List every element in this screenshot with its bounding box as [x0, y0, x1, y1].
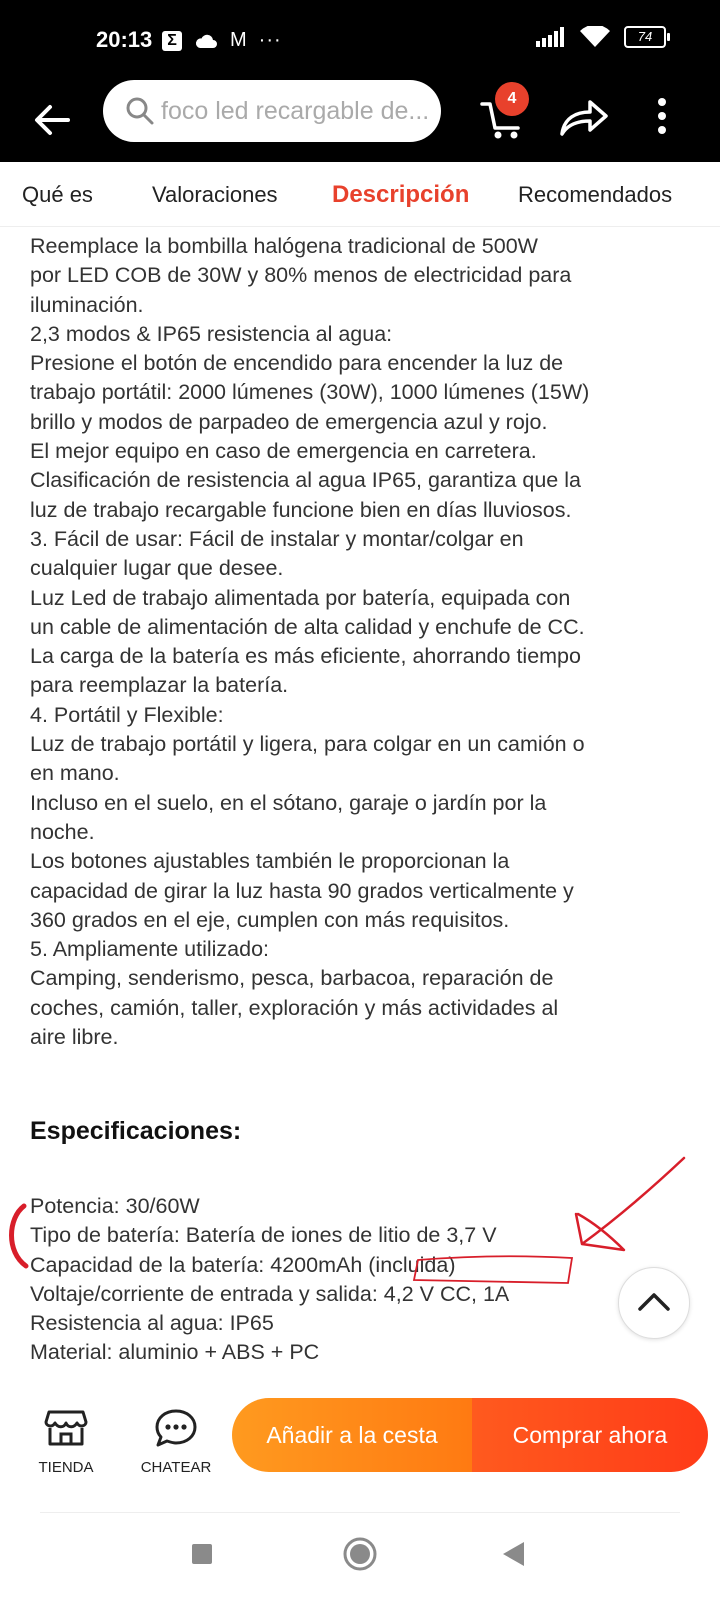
home-icon[interactable]: [342, 1536, 378, 1572]
search-icon: [125, 96, 155, 126]
description-line: Clasificación de resistencia al agua IP65, garantiza que la: [30, 468, 581, 493]
description-line: noche.: [30, 819, 95, 844]
signal-icon: [536, 27, 566, 47]
description-line: 360 grados en el eje, cumplen con más requisitos.: [30, 907, 510, 932]
description-line: por LED COB de 30W y 80% menos de electricidad para: [30, 263, 572, 288]
mail-icon: M: [230, 29, 247, 51]
description-line: La carga de la batería es más eficiente, ahorrando tiempo: [30, 644, 581, 669]
bottom-action-bar: [0, 1398, 720, 1510]
section-tabs: [0, 162, 720, 227]
system-nav-bar: [0, 1514, 720, 1600]
spec-line: Material: aluminio + ABS + PC: [30, 1340, 320, 1365]
more-options-icon[interactable]: [652, 94, 672, 138]
description-line: El mejor equipo en caso de emergencia en carretera.: [30, 439, 537, 464]
share-icon[interactable]: [558, 94, 610, 138]
specs-title: Especificaciones:: [30, 1117, 242, 1145]
description-line: Presione el botón de encendido para encender la luz de: [30, 351, 564, 376]
description-line: coches, camión, taller, exploración y más actividades al: [30, 995, 559, 1020]
description-line: Luz Led de trabajo alimentada por batería, equipada con: [30, 585, 571, 610]
more-notifications-icon: ···: [258, 29, 282, 51]
description-line: cualquier lugar que desee.: [30, 556, 284, 581]
chevron-up-icon: [619, 1268, 689, 1338]
spec-line: Resistencia al agua: IP65: [30, 1311, 274, 1336]
app-bar: [0, 80, 720, 162]
description-line: Incluso en el suelo, en el sótano, garaje o jardín por la: [30, 790, 547, 815]
status-time: 20:13: [96, 27, 153, 52]
spec-line: Potencia: 30/60W: [30, 1194, 200, 1218]
chat-icon: [154, 1408, 198, 1448]
description-line: 5. Ampliamente utilizado:: [30, 937, 270, 962]
description-line: luz de trabajo recargable funcione bien en días lluviosos.: [30, 497, 572, 522]
back-nav-icon[interactable]: [500, 1540, 526, 1568]
store-icon: [44, 1408, 88, 1448]
notification-icons: [162, 29, 282, 52]
description-line: brillo y modos de parpadeo de emergencia azul y rojo.: [30, 409, 548, 434]
search-input[interactable]: [103, 80, 441, 142]
tab-recomendados[interactable]: Recomendados: [518, 182, 673, 207]
specs-list: [30, 1192, 670, 1368]
system-icons: [536, 26, 666, 48]
battery-icon: 74: [624, 26, 666, 48]
description-line: 4. Portátil y Flexible:: [30, 702, 224, 727]
status-bar: [0, 0, 720, 80]
annotation-bracket: [12, 1206, 27, 1266]
spec-line: Capacidad de la batería: 4200mAh (incluida): [30, 1252, 456, 1277]
chat-button[interactable]: [136, 1408, 216, 1476]
description-line: aire libre.: [30, 1025, 119, 1050]
recents-icon[interactable]: [190, 1542, 214, 1566]
chat-label: CHATEAR: [140, 1459, 212, 1476]
description-line: para reemplazar la batería.: [30, 673, 289, 698]
add-to-cart-button[interactable]: Añadir a la cesta: [232, 1398, 472, 1472]
search-placeholder: foco led recargable de...: [161, 97, 430, 125]
store-label: TIENDA: [38, 1459, 94, 1476]
description-line: capacidad de girar la luz hasta 90 grados verticalmente y: [30, 878, 574, 903]
product-description: [30, 232, 700, 1052]
description-line: Camping, senderismo, pesca, barbacoa, reparación de: [30, 966, 554, 991]
description-line: en mano.: [30, 761, 120, 786]
spec-line: Voltaje/corriente de entrada y salida: 4,2 V CC, 1A: [30, 1281, 510, 1306]
store-button[interactable]: [26, 1408, 106, 1476]
sigma-icon: Σ: [162, 31, 182, 51]
description-line: Los botones ajustables también le proporcionan la: [30, 849, 510, 874]
divider: [40, 1512, 680, 1513]
description-line: 3. Fácil de usar: Fácil de instalar y montar/colgar en: [30, 526, 524, 551]
cloud-icon: [194, 33, 218, 49]
description-line: trabajo portátil: 2000 lúmenes (30W), 1000 lúmenes (15W): [30, 380, 590, 405]
purchase-buttons: [232, 1398, 708, 1472]
buy-now-button[interactable]: Comprar ahora: [472, 1398, 708, 1472]
tab-descripcion[interactable]: Descripción: [332, 181, 470, 208]
description-line: un cable de alimentación de alta calidad y enchufe de CC.: [30, 614, 585, 639]
wifi-icon: [580, 26, 610, 48]
cart-count-badge: 4: [495, 82, 529, 116]
description-line: 2,3 modos & IP65 resistencia al agua:: [30, 321, 393, 346]
scroll-to-top-button[interactable]: [618, 1267, 690, 1339]
tab-que-es[interactable]: Qué es: [22, 182, 93, 207]
tab-valoraciones[interactable]: Valoraciones: [152, 182, 278, 207]
back-arrow-icon[interactable]: [30, 98, 74, 142]
description-line: Reemplace la bombilla halógena tradicional de 500W: [30, 234, 538, 258]
description-line: Luz de trabajo portátil y ligera, para colgar en un camión o: [30, 732, 585, 757]
spec-line: Tipo de batería: Batería de iones de litio de 3,7 V: [30, 1223, 497, 1248]
description-line: iluminación.: [30, 292, 144, 317]
